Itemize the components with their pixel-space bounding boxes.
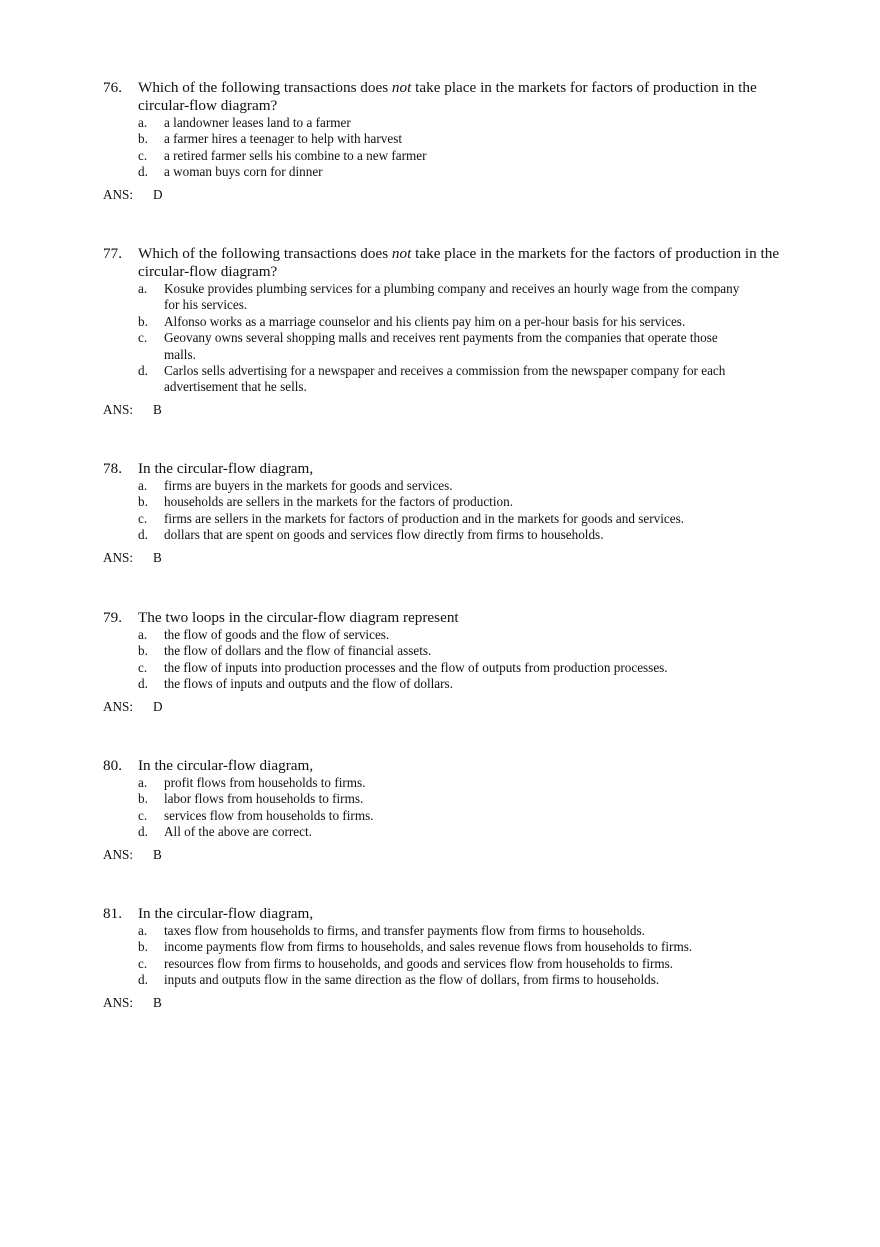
- answer-value: B: [153, 401, 162, 417]
- option-b: b. Alfonso works as a marriage counselor and his clients pay him on a per-hour basis for his services.: [138, 313, 686, 329]
- question-stem: 76. Which of the following transactions does not take place in the markets for factors of production in the circular-flow diagram?: [103, 79, 757, 114]
- option-a: a. firms are buyers in the markets for goods and services.: [138, 478, 453, 493]
- option-a: a. a landowner leases land to a farmer: [138, 115, 351, 130]
- answer-line: ANS: D: [103, 186, 163, 202]
- option-b: b. income payments flow from firms to households, and sales revenue flows from households to firms.: [138, 939, 693, 955]
- option-a: a. Kosuke provides plumbing services for a plumbing company and receives an hourly wage from the company for his services.: [138, 281, 740, 313]
- option-d: d. dollars that are spent on goods and services flow directly from firms to households.: [138, 527, 604, 543]
- options-list: [103, 115, 783, 181]
- question-80: [103, 757, 783, 863]
- option-d: d. All of the above are correct.: [138, 824, 312, 840]
- answer-value: B: [153, 549, 162, 565]
- question-number: 77.: [103, 245, 122, 262]
- answer-line: ANS: B: [103, 994, 162, 1010]
- options-list: [103, 281, 783, 396]
- answer-line: ANS: B: [103, 549, 162, 565]
- question-stem: 79. The two loops in the circular-flow diagram represent: [103, 609, 459, 626]
- answer-value: B: [153, 994, 162, 1010]
- option-c: c. a retired farmer sells his combine to a new farmer: [138, 147, 427, 163]
- option-c: c. services flow from households to firms.: [138, 807, 374, 823]
- question-stem: 81. In the circular-flow diagram,: [103, 905, 314, 922]
- option-d: d. the flows of inputs and outputs and the flow of dollars.: [138, 676, 453, 692]
- answer-value: B: [153, 846, 162, 862]
- option-a: a. the flow of goods and the flow of services.: [138, 627, 390, 642]
- option-c: c. Geovany owns several shopping malls and receives rent payments from the companies that operate those malls.: [138, 330, 718, 362]
- answer-line: ANS: B: [103, 846, 162, 862]
- question-77: [103, 245, 783, 418]
- options-list: [103, 478, 783, 544]
- question-76: [103, 79, 783, 203]
- answer-line: ANS: D: [103, 698, 163, 714]
- option-c: c. resources flow from firms to households, and goods and services flow from households to firms.: [138, 955, 674, 971]
- option-b: b. a farmer hires a teenager to help with harvest: [138, 131, 402, 147]
- question-81: [103, 905, 783, 1011]
- option-c: c. the flow of inputs into production processes and the flow of outputs from production processes.: [138, 659, 668, 675]
- options-list: [103, 923, 783, 989]
- option-d: d. Carlos sells advertising for a newspaper and receives a commission from the newspaper company for each advertisement that he sells.: [138, 363, 726, 395]
- question-stem: 80. In the circular-flow diagram,: [103, 757, 314, 774]
- answer-line: ANS: B: [103, 401, 162, 417]
- question-number: 79.: [103, 609, 122, 626]
- option-d: d. a woman buys corn for dinner: [138, 164, 323, 180]
- option-d: d. inputs and outputs flow in the same direction as the flow of dollars, from firms to households.: [138, 972, 660, 988]
- question-78: [103, 460, 783, 566]
- question-79: [103, 609, 783, 715]
- option-c: c. firms are sellers in the markets for factors of production and in the markets for goods and services.: [138, 510, 685, 526]
- question-number: 80.: [103, 757, 122, 774]
- option-b: b. labor flows from households to firms.: [138, 791, 364, 807]
- option-a: a. profit flows from households to firms.: [138, 775, 366, 790]
- options-list: [103, 775, 783, 841]
- options-list: [103, 627, 783, 693]
- question-number: 78.: [103, 460, 122, 477]
- question-stem: 78. In the circular-flow diagram,: [103, 460, 314, 477]
- answer-value: D: [153, 186, 163, 202]
- option-b: b. households are sellers in the markets for the factors of production.: [138, 494, 513, 510]
- option-a: a. taxes flow from households to firms, and transfer payments flow from firms to households.: [138, 923, 645, 938]
- question-number: 76.: [103, 79, 122, 96]
- question-number: 81.: [103, 905, 122, 922]
- question-stem: 77. Which of the following transactions does not take place in the markets for the factors of production in the circular-flow diagram?: [103, 245, 780, 280]
- option-b: b. the flow of dollars and the flow of financial assets.: [138, 643, 432, 659]
- answer-value: D: [153, 698, 163, 714]
